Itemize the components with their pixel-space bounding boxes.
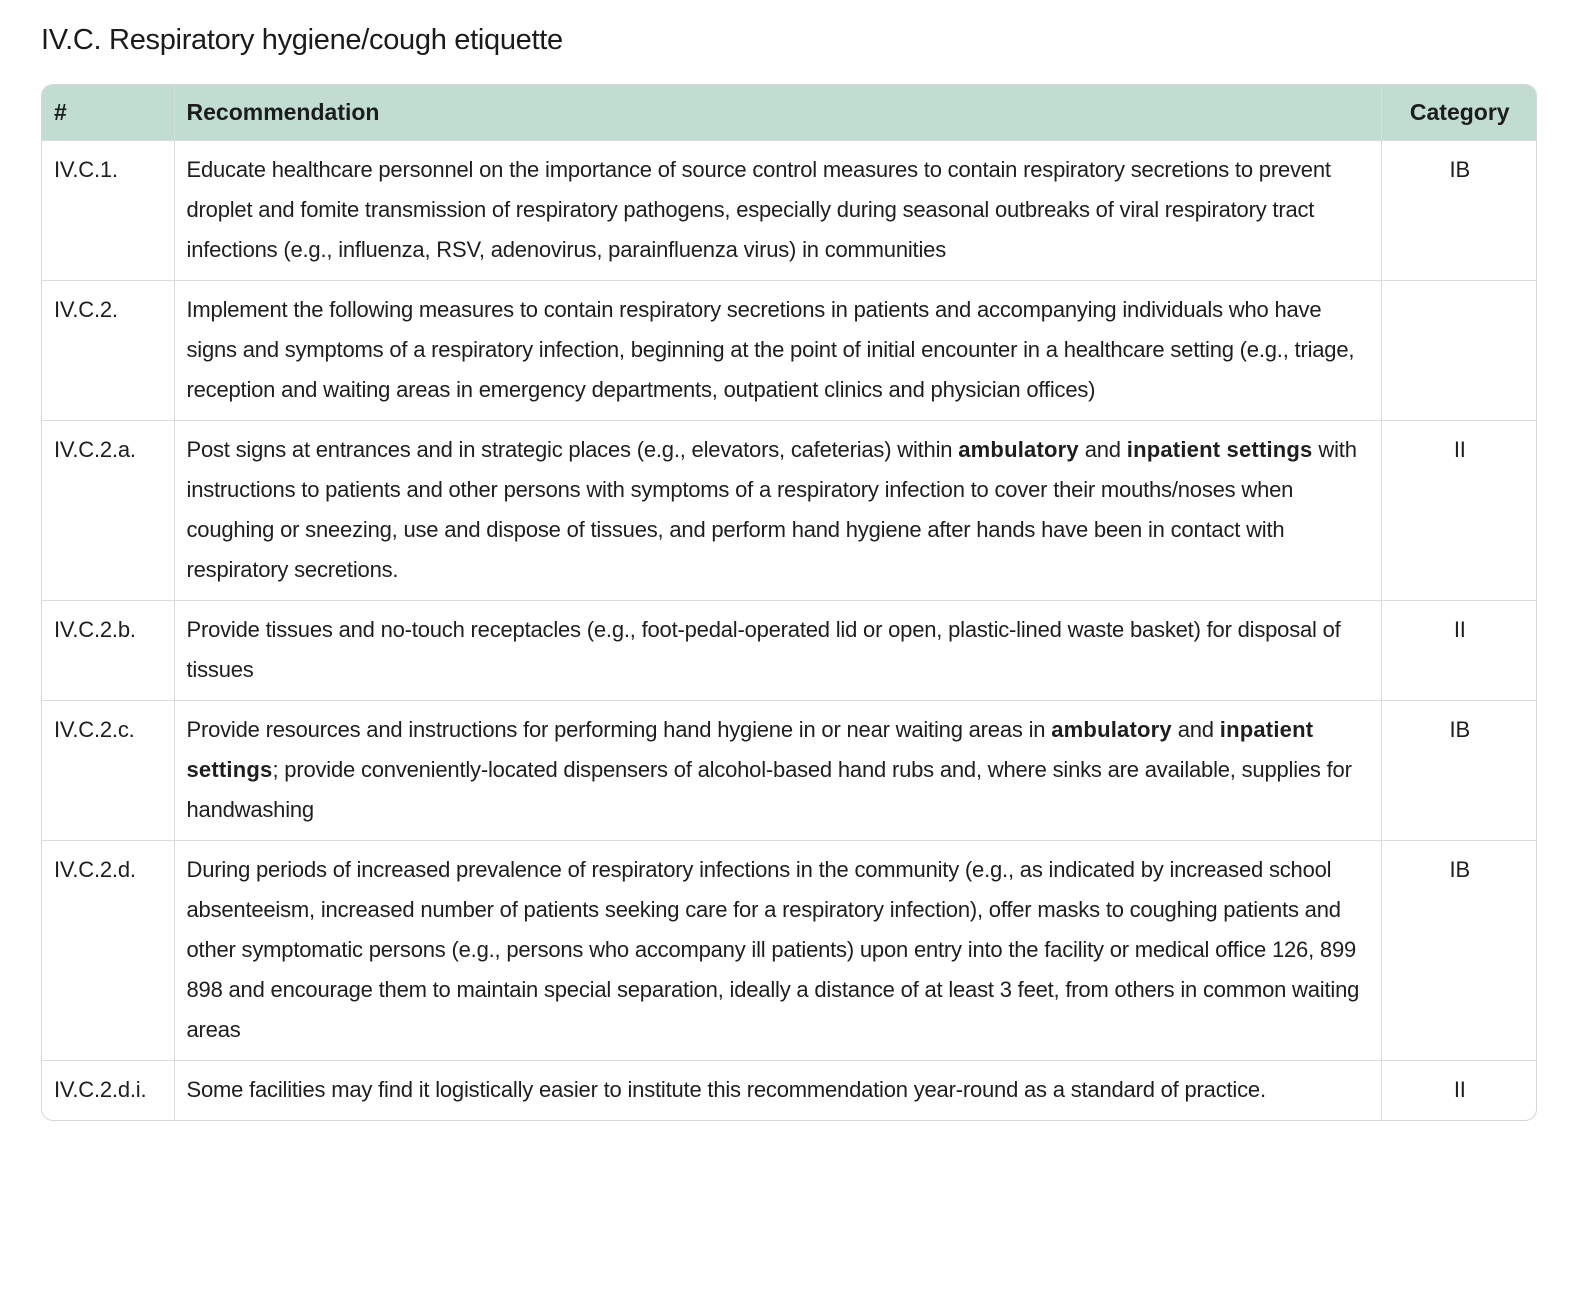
table-row [42, 421, 1537, 601]
recommendation-text: with instructions to patients and other persons with symptoms of a respiratory infection to cover their mouths/noses when coughing or sneezing, use and dispose of tissues, and perform hand hygiene after hands have been in contact with respiratory secretions. [186, 437, 1357, 582]
row-category-cell: IB [1381, 841, 1537, 1061]
table-row [42, 141, 1537, 281]
row-category-cell: IB [1381, 701, 1537, 841]
row-number-cell: IV.C.2. [42, 281, 174, 421]
row-recommendation-cell [174, 421, 1381, 601]
recommendation-text: and [1078, 437, 1127, 462]
recommendation-text: During periods of increased prevalence of respiratory infections in the community (e.g., as indicated by increased school absenteeism, increased number of patients seeking care for a respiratory infection), offer masks to coughing patients and other symptomatic persons (e.g., persons who accompany ill patients) upon entry into the facility or medical office 126, 899 898 and encourage them to maintain special separation, ideally a distance of at least 3 feet, from others in common waiting areas [186, 857, 1360, 1042]
row-recommendation-cell [174, 1061, 1381, 1121]
row-category-cell [1381, 281, 1537, 421]
recommendation-text: Provide tissues and no-touch receptacles (e.g., foot-pedal-operated lid or open, plastic-lined waste basket) for disposal of tissues [186, 617, 1341, 682]
table-row [42, 1061, 1537, 1121]
recommendation-text: ; provide conveniently-located dispensers of alcohol-based hand rubs and, where sinks are available, supplies for handwashing [186, 757, 1352, 822]
recommendation-text: Provide resources and instructions for performing hand hygiene in or near waiting areas in [186, 717, 1052, 742]
row-recommendation-cell [174, 141, 1381, 281]
recommendation-text: Implement the following measures to contain respiratory secretions in patients and accompanying individuals who have signs and symptoms of a respiratory infection, beginning at the point of initial encounter in a healthcare setting (e.g., triage, reception and waiting areas in emergency departments, outpatient clinics and physician offices) [186, 297, 1355, 402]
column-header-number: # [42, 85, 174, 141]
table-body [42, 141, 1537, 1121]
bold-term: inpatient settings [1126, 437, 1313, 462]
row-number-cell: IV.C.2.a. [42, 421, 174, 601]
bold-term: ambulatory [958, 437, 1079, 462]
recommendation-text: Educate healthcare personnel on the importance of source control measures to contain respiratory secretions to prevent droplet and fomite transmission of respiratory pathogens, especially during seasonal outbreaks of viral respiratory tract infections (e.g., influenza, RSV, adenovirus, parainfluenza virus) in communities [186, 157, 1331, 262]
recommendation-text: Some facilities may find it logistically easier to institute this recommendation year-round as a standard of practice. [186, 1077, 1266, 1102]
row-number-cell: IV.C.2.d. [42, 841, 174, 1061]
row-category-cell: II [1381, 421, 1537, 601]
table-header-row [42, 85, 1537, 141]
recommendations-table [41, 84, 1537, 1121]
row-recommendation-cell [174, 701, 1381, 841]
recommendation-text: Post signs at entrances and in strategic places (e.g., elevators, cafeterias) within [186, 437, 959, 462]
row-recommendation-cell [174, 281, 1381, 421]
bold-term: ambulatory [1051, 717, 1172, 742]
row-number-cell: IV.C.1. [42, 141, 174, 281]
row-category-cell: II [1381, 601, 1537, 701]
row-recommendation-cell [174, 601, 1381, 701]
recommendations-table-grid [42, 85, 1537, 1120]
row-number-cell: IV.C.2.c. [42, 701, 174, 841]
row-category-cell: IB [1381, 141, 1537, 281]
row-recommendation-cell [174, 841, 1381, 1061]
table-row [42, 601, 1537, 701]
recommendation-text: and [1171, 717, 1220, 742]
page-title: IV.C. Respiratory hygiene/cough etiquette [41, 24, 563, 56]
table-row [42, 701, 1537, 841]
row-number-cell: IV.C.2.b. [42, 601, 174, 701]
row-number-cell: IV.C.2.d.i. [42, 1061, 174, 1121]
bold-term: inpatient settings [186, 717, 1314, 782]
table-row [42, 841, 1537, 1061]
column-header-recommendation: Recommendation [174, 85, 1381, 141]
table-row [42, 281, 1537, 421]
row-category-cell: II [1381, 1061, 1537, 1121]
column-header-category: Category [1381, 85, 1537, 141]
